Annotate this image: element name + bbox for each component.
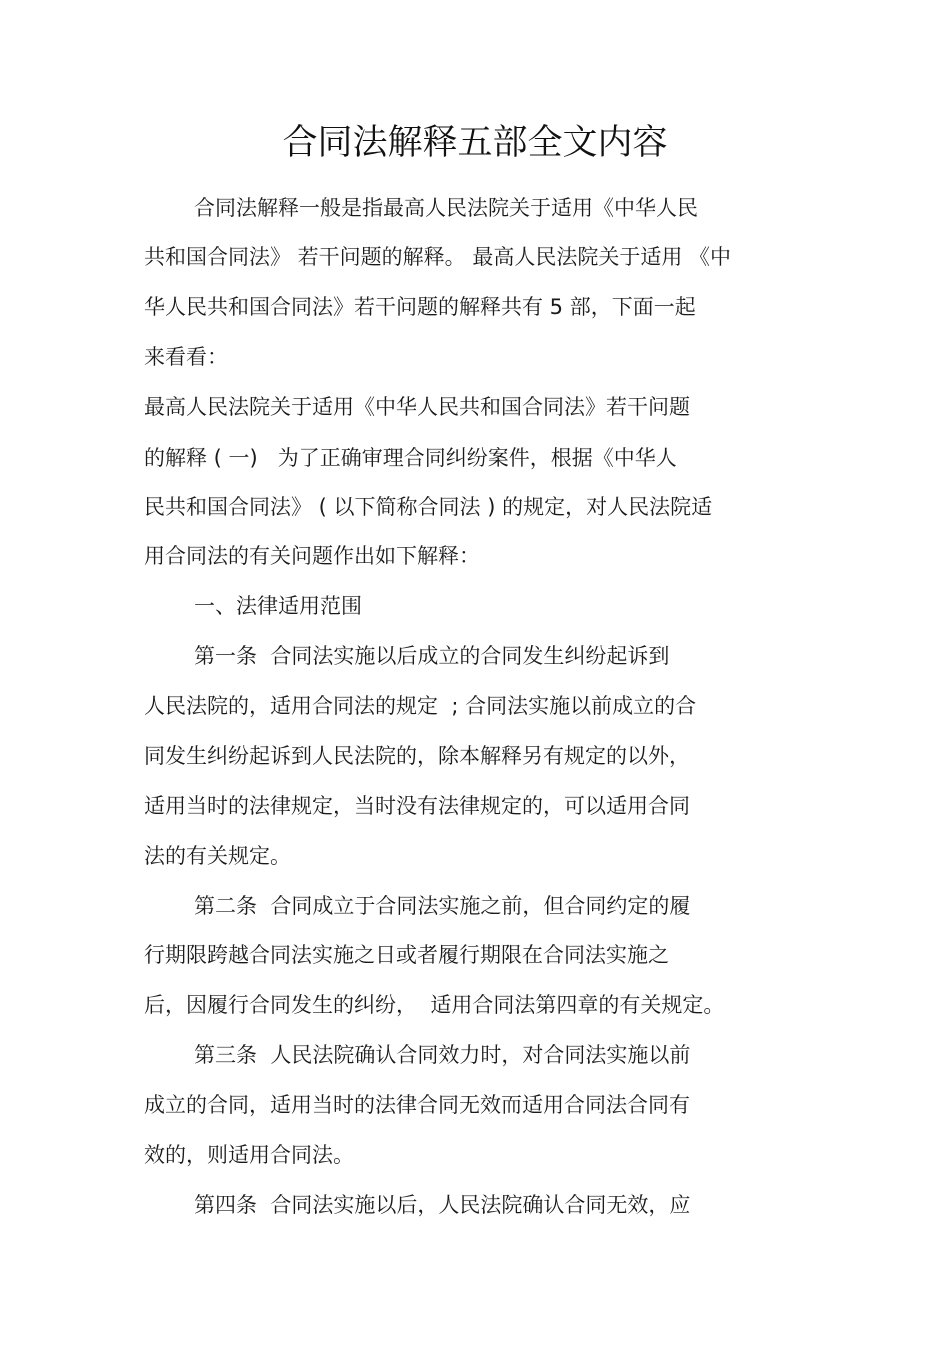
body-line: 民共和国合同法》 ( 以下简称合同法 ) 的规定，对人民法院适 — [144, 495, 713, 519]
body-line: 成立的合同，适用当时的法律合同无效而适用合同法合同有 — [144, 1093, 690, 1117]
body-line: 同发生纠纷起诉到人民法院的，除本解释另有规定的以外， — [144, 744, 690, 768]
section-heading: 一、法律适用范围 — [194, 594, 362, 618]
body-line: 后，因履行合同发生的纠纷， 适用合同法第四章的有关规定。 — [144, 993, 725, 1017]
body-line: 的解释 ( 一) 为了正确审理合同纠纷案件，根据《中华人 — [144, 446, 677, 470]
body-line: 效的，则适用合同法。 — [144, 1143, 354, 1167]
body-line: 用合同法的有关问题作出如下解释： — [144, 544, 480, 568]
body-line: 来看看： — [144, 345, 228, 369]
body-line: 人民法院的，适用合同法的规定 ; 合同法实施以前成立的合 — [144, 694, 697, 718]
article-line: 第四条 合同法实施以后，人民法院确认合同无效，应 — [194, 1193, 691, 1217]
body-line: 共和国合同法》 若干问题的解释。 最高人民法院关于适用 《中 — [144, 245, 732, 269]
body-line: 华人民共和国合同法》若干问题的解释共有 5 部，下面一起 — [144, 295, 696, 319]
body-line: 行期限跨越合同法实施之日或者履行期限在合同法实施之 — [144, 943, 669, 967]
article-line: 第一条 合同法实施以后成立的合同发生纠纷起诉到 — [194, 644, 670, 668]
document-title: 合同法解释五部全文内容 — [282, 123, 668, 163]
article-line: 第二条 合同成立于合同法实施之前，但合同约定的履 — [194, 894, 691, 918]
body-line: 法的有关规定。 — [144, 844, 291, 868]
article-line: 第三条 人民法院确认合同效力时，对合同法实施以前 — [194, 1043, 691, 1067]
body-line: 最高人民法院关于适用《中华人民共和国合同法》若干问题 — [144, 395, 690, 419]
body-line: 合同法解释一般是指最高人民法院关于适用《中华人民 — [194, 196, 698, 220]
body-line: 适用当时的法律规定，当时没有法律规定的，可以适用合同 — [144, 794, 690, 818]
